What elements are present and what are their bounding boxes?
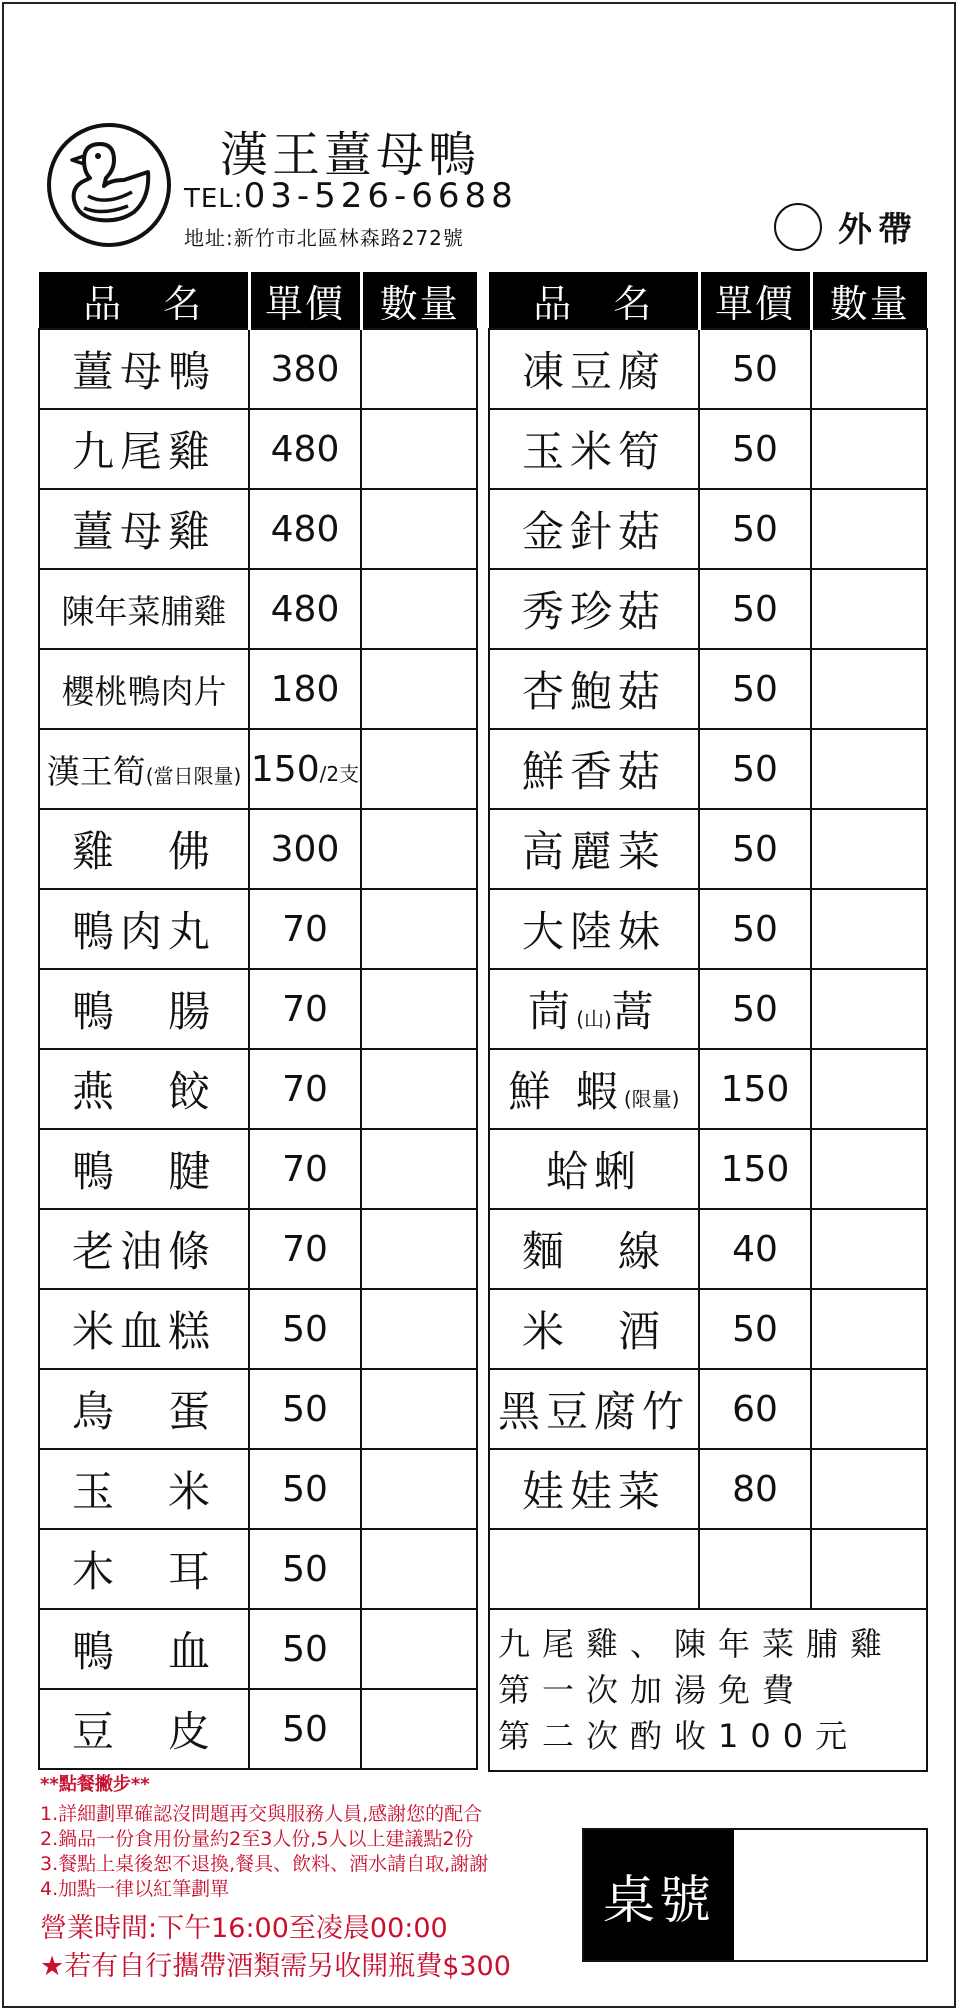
tip-line: 4.加點一律以紅筆劃單 xyxy=(40,1878,230,1900)
table-row xyxy=(489,409,927,489)
item-price: 150 xyxy=(699,1129,811,1209)
item-name: 木 耳 xyxy=(39,1529,249,1609)
qty-cell[interactable] xyxy=(361,1289,477,1369)
table-row xyxy=(39,1689,477,1769)
table-row xyxy=(489,809,927,889)
soup-note-line: 第二次酌收100元 xyxy=(498,1717,860,1755)
item-name: 薑母鴨 xyxy=(39,329,249,409)
item-name: 麵 線 xyxy=(489,1209,699,1289)
corkage-fee-note: ★若有自行攜帶酒類需另收開瓶費$300 xyxy=(40,1951,511,1982)
item-price: 50 xyxy=(699,649,811,729)
qty-cell[interactable] xyxy=(361,1449,477,1529)
column-header-qty: 數量 xyxy=(811,272,927,329)
item-price: 70 xyxy=(249,1209,361,1289)
item-name-text-2: 蒿 xyxy=(611,987,660,1036)
item-price: 70 xyxy=(249,889,361,969)
duck-logo-icon xyxy=(44,120,174,250)
table-row xyxy=(39,329,477,409)
table-number-box xyxy=(582,1828,928,1962)
table-number-label: 桌號 xyxy=(584,1830,734,1960)
tel-label: TEL: xyxy=(184,184,244,214)
item-name xyxy=(489,1529,699,1609)
item-price: 70 xyxy=(249,1129,361,1209)
table-row xyxy=(39,649,477,729)
qty-cell[interactable] xyxy=(811,969,927,1049)
column-header-price: 單價 xyxy=(249,272,361,329)
table-row xyxy=(489,1129,927,1209)
qty-cell[interactable] xyxy=(361,969,477,1049)
item-name: 鴨 血 xyxy=(39,1609,249,1689)
item-name: 娃娃菜 xyxy=(489,1449,699,1529)
column-header-qty: 數量 xyxy=(361,272,477,329)
table-row xyxy=(489,1449,927,1529)
qty-cell[interactable] xyxy=(811,729,927,809)
qty-cell[interactable] xyxy=(361,1129,477,1209)
item-name-note: (山) xyxy=(576,1007,612,1031)
item-price: 150 xyxy=(699,1049,811,1129)
qty-cell[interactable] xyxy=(361,1609,477,1689)
item-name: 鮮香菇 xyxy=(489,729,699,809)
qty-cell[interactable] xyxy=(811,889,927,969)
item-name-text: 漢王筍 xyxy=(46,751,146,791)
table-row xyxy=(489,1529,927,1609)
table-row xyxy=(39,409,477,489)
item-name: 黑豆腐竹 xyxy=(489,1369,699,1449)
tips-title: **點餐撇步** xyxy=(40,1774,150,1795)
qty-cell[interactable] xyxy=(361,649,477,729)
tip-line: 3.餐點上桌後恕不退換,餐具、飲料、酒水請自取,謝謝 xyxy=(40,1853,489,1875)
shop-name: 漢王薑母鴨 xyxy=(220,127,481,183)
table-row xyxy=(489,1369,927,1449)
table-row xyxy=(39,889,477,969)
item-name: 老油條 xyxy=(39,1209,249,1289)
table-header-row xyxy=(39,272,477,329)
column-header-price: 單價 xyxy=(699,272,811,329)
item-name: 秀珍菇 xyxy=(489,569,699,649)
qty-cell[interactable] xyxy=(811,809,927,889)
item-price xyxy=(249,729,361,809)
item-name xyxy=(489,969,699,1049)
qty-cell[interactable] xyxy=(361,569,477,649)
item-name: 玉 米 xyxy=(39,1449,249,1529)
item-price: 480 xyxy=(249,569,361,649)
qty-cell[interactable] xyxy=(811,1129,927,1209)
item-price: 50 xyxy=(699,489,811,569)
table-row xyxy=(489,329,927,409)
business-hours: 營業時間:下午16:00至凌晨00:00 xyxy=(40,1913,448,1944)
item-name: 米 酒 xyxy=(489,1289,699,1369)
item-name: 陳年菜脯雞 xyxy=(39,569,249,649)
qty-cell[interactable] xyxy=(361,729,477,809)
item-name xyxy=(39,729,249,809)
qty-cell[interactable] xyxy=(811,1449,927,1529)
table-row xyxy=(489,1289,927,1369)
ordering-tips xyxy=(40,1770,488,1902)
table-row xyxy=(39,1049,477,1129)
qty-cell[interactable] xyxy=(361,809,477,889)
table-row xyxy=(39,1449,477,1529)
qty-cell[interactable] xyxy=(811,489,927,569)
price-value: 150 xyxy=(250,748,320,790)
table-row xyxy=(39,1129,477,1209)
table-number-field[interactable] xyxy=(734,1830,926,1960)
menu-table-right xyxy=(488,272,928,1772)
item-name: 凍豆腐 xyxy=(489,329,699,409)
qty-cell[interactable] xyxy=(361,329,477,409)
soup-refill-note xyxy=(489,1609,927,1771)
table-row xyxy=(39,1529,477,1609)
qty-cell[interactable] xyxy=(811,329,927,409)
table-row xyxy=(489,889,927,969)
item-price: 300 xyxy=(249,809,361,889)
item-name: 杏鮑菇 xyxy=(489,649,699,729)
qty-cell[interactable] xyxy=(811,1049,927,1129)
tip-line: 2.鍋品一份食用份量約2至3人份,5人以上建議點2份 xyxy=(40,1828,474,1850)
item-limit-note: (當日限量) xyxy=(145,763,242,788)
item-price: 50 xyxy=(699,889,811,969)
qty-cell[interactable] xyxy=(811,1289,927,1369)
item-price: 70 xyxy=(249,1049,361,1129)
table-row xyxy=(489,489,927,569)
item-price: 50 xyxy=(699,729,811,809)
soup-note-line: 第一次加湯免費 xyxy=(498,1671,807,1709)
table-row xyxy=(489,729,927,809)
takeout-checkbox[interactable] xyxy=(774,203,822,251)
table-row xyxy=(39,489,477,569)
item-name: 豆 皮 xyxy=(39,1689,249,1769)
item-name: 蛤蜊 xyxy=(489,1129,699,1209)
qty-cell[interactable] xyxy=(361,1529,477,1609)
qty-cell[interactable] xyxy=(361,1049,477,1129)
item-price: 180 xyxy=(249,649,361,729)
table-row xyxy=(489,1209,927,1289)
item-name: 雞 佛 xyxy=(39,809,249,889)
item-name: 九尾雞 xyxy=(39,409,249,489)
table-row xyxy=(39,729,477,809)
item-price: 50 xyxy=(249,1609,361,1689)
soup-note-line: 九尾雞、陳年菜脯雞 xyxy=(498,1625,895,1663)
qty-cell[interactable] xyxy=(361,1209,477,1289)
tel-number: 03-526-6688 xyxy=(243,176,518,216)
qty-cell[interactable] xyxy=(361,409,477,489)
table-row xyxy=(39,1609,477,1689)
item-price: 50 xyxy=(699,1289,811,1369)
item-price: 40 xyxy=(699,1209,811,1289)
qty-cell[interactable] xyxy=(811,569,927,649)
item-price: 50 xyxy=(249,1289,361,1369)
takeout-label: 外帶 xyxy=(838,210,918,250)
item-name: 燕 餃 xyxy=(39,1049,249,1129)
item-name-text: 鮮 蝦 xyxy=(508,1067,624,1116)
price-unit: /2支 xyxy=(319,761,360,786)
item-price: 50 xyxy=(699,809,811,889)
item-name: 鳥 蛋 xyxy=(39,1369,249,1449)
item-price: 380 xyxy=(249,329,361,409)
qty-cell[interactable] xyxy=(811,1209,927,1289)
takeout-option[interactable] xyxy=(774,202,918,251)
item-name xyxy=(489,1049,699,1129)
table-row xyxy=(39,1369,477,1449)
item-price: 480 xyxy=(249,409,361,489)
item-name: 大陸妹 xyxy=(489,889,699,969)
tip-line: 1.詳細劃單確認沒問題再交與服務人員,感謝您的配合 xyxy=(40,1803,483,1825)
item-name: 櫻桃鴨肉片 xyxy=(39,649,249,729)
table-header-row xyxy=(489,272,927,329)
item-name-text: 茼 xyxy=(528,987,577,1036)
item-price: 50 xyxy=(249,1369,361,1449)
table-row xyxy=(489,1049,927,1129)
table-row xyxy=(39,1209,477,1289)
menu-table-left xyxy=(38,272,478,1770)
item-price: 50 xyxy=(249,1449,361,1529)
item-name: 米血糕 xyxy=(39,1289,249,1369)
table-row xyxy=(489,969,927,1049)
qty-cell[interactable] xyxy=(361,489,477,569)
item-limit-note: (限量) xyxy=(623,1087,680,1111)
item-price: 50 xyxy=(699,329,811,409)
qty-cell[interactable] xyxy=(361,889,477,969)
item-name: 鴨肉丸 xyxy=(39,889,249,969)
table-row xyxy=(39,969,477,1049)
item-price: 50 xyxy=(249,1689,361,1769)
item-price xyxy=(699,1529,811,1609)
qty-cell[interactable] xyxy=(811,1529,927,1609)
item-name: 薑母雞 xyxy=(39,489,249,569)
qty-cell[interactable] xyxy=(361,1689,477,1769)
table-row xyxy=(39,569,477,649)
table-row xyxy=(39,809,477,889)
item-name: 鴨 腸 xyxy=(39,969,249,1049)
phone-number xyxy=(184,176,518,216)
item-name: 鴨 腱 xyxy=(39,1129,249,1209)
item-price: 70 xyxy=(249,969,361,1049)
table-row xyxy=(39,1289,477,1369)
item-name: 高麗菜 xyxy=(489,809,699,889)
item-price: 50 xyxy=(699,409,811,489)
soup-note-row xyxy=(489,1609,927,1771)
table-row xyxy=(489,569,927,649)
table-row xyxy=(489,649,927,729)
qty-cell[interactable] xyxy=(811,649,927,729)
item-price: 50 xyxy=(699,969,811,1049)
column-header-name: 品 名 xyxy=(489,272,699,329)
item-price: 480 xyxy=(249,489,361,569)
qty-cell[interactable] xyxy=(361,1369,477,1449)
item-name: 玉米筍 xyxy=(489,409,699,489)
item-price: 50 xyxy=(249,1529,361,1609)
qty-cell[interactable] xyxy=(811,409,927,489)
item-price: 60 xyxy=(699,1369,811,1449)
column-header-name: 品 名 xyxy=(39,272,249,329)
item-price: 80 xyxy=(699,1449,811,1529)
address: 地址:新竹市北區林森路272號 xyxy=(184,226,464,250)
qty-cell[interactable] xyxy=(811,1369,927,1449)
item-price: 50 xyxy=(699,569,811,649)
item-name: 金針菇 xyxy=(489,489,699,569)
